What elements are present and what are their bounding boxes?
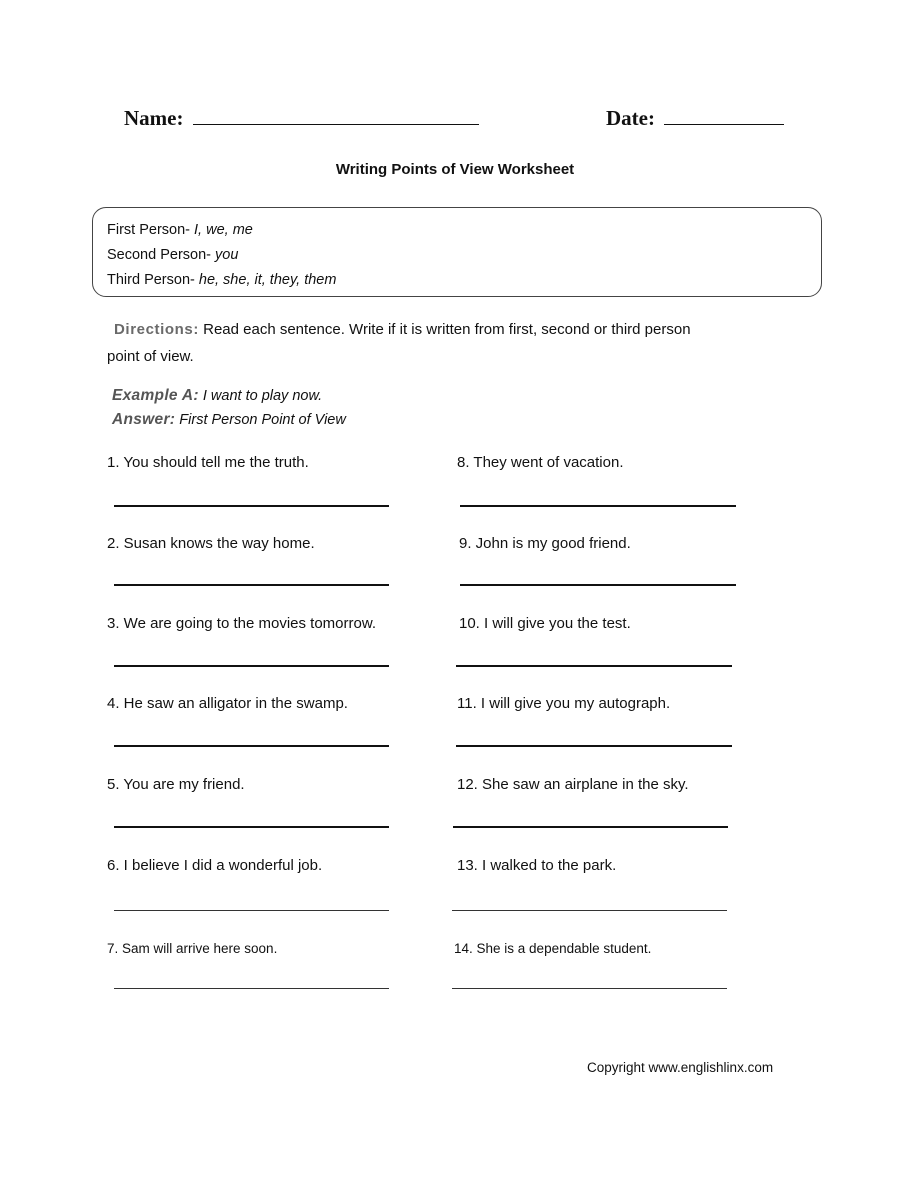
answer-blank-5[interactable]	[114, 826, 389, 828]
name-blank[interactable]	[193, 124, 479, 125]
answer-blank-12[interactable]	[453, 826, 728, 828]
directions-line-2: point of view.	[107, 348, 194, 365]
answer-blank-11[interactable]	[456, 745, 732, 747]
answer-blank-2[interactable]	[114, 584, 389, 586]
answer-blank-1[interactable]	[114, 505, 389, 507]
directions-label: Directions:	[114, 321, 199, 338]
date-field	[606, 106, 784, 131]
question-14: 14. She is a dependable student.	[454, 941, 652, 956]
answer-blank-3[interactable]	[114, 665, 389, 667]
question-3: 3. We are going to the movies tomorrow.	[107, 615, 377, 632]
question-10: 10. I will give you the test.	[459, 615, 631, 632]
copyright-notice: Copyright www.englishlinx.com	[587, 1060, 774, 1075]
answer-blank-6[interactable]	[114, 910, 389, 911]
third-person-label: Third Person-	[107, 272, 199, 288]
third-person-pronouns: he, she, it, they, them	[198, 272, 337, 288]
answer-blank-9[interactable]	[460, 584, 736, 586]
first-person-pronouns: I, we, me	[194, 222, 253, 238]
page-title: Writing Points of View Worksheet	[335, 161, 575, 178]
example-sentence: I want to play now.	[198, 388, 323, 404]
first-person-row	[107, 218, 821, 243]
answer-blank-10[interactable]	[456, 665, 732, 667]
question-11: 11. I will give you my autograph.	[457, 695, 671, 712]
date-blank[interactable]	[664, 124, 784, 125]
answer-blank-13[interactable]	[452, 910, 727, 911]
question-5: 5. You are my friend.	[107, 776, 245, 793]
name-label: Name:	[124, 106, 184, 130]
question-9: 9. John is my good friend.	[459, 535, 631, 552]
directions-text: Read each sentence. Write if it is written from first, second or third person	[198, 321, 691, 338]
question-12: 12. She saw an airplane in the sky.	[457, 776, 689, 793]
answer-blank-7[interactable]	[114, 988, 389, 989]
answer-blank-4[interactable]	[114, 745, 389, 747]
question-1: 1. You should tell me the truth.	[107, 454, 309, 471]
question-8: 8. They went of vacation.	[457, 454, 624, 471]
second-person-pronouns: you	[215, 247, 239, 263]
example-label: Example A:	[112, 387, 199, 404]
date-label: Date:	[606, 106, 655, 130]
question-13: 13. I walked to the park.	[457, 857, 617, 874]
third-person-row	[107, 268, 821, 293]
directions-line-1	[114, 321, 691, 339]
answer-blank-14[interactable]	[452, 988, 727, 989]
answer-label: Answer:	[112, 411, 176, 428]
answer-blank-8[interactable]	[460, 505, 736, 507]
pov-reference-box	[92, 207, 822, 297]
question-6: 6. I believe I did a wonderful job.	[107, 857, 323, 874]
second-person-label: Second Person-	[107, 247, 216, 263]
question-2: 2. Susan knows the way home.	[107, 535, 315, 552]
name-field	[124, 106, 479, 131]
example-line	[112, 387, 322, 405]
example-answer: First Person Point of View	[175, 412, 346, 428]
question-7: 7. Sam will arrive here soon.	[107, 941, 278, 956]
question-4: 4. He saw an alligator in the swamp.	[107, 695, 348, 712]
first-person-label: First Person-	[107, 222, 195, 238]
answer-line	[112, 411, 346, 429]
second-person-row	[107, 243, 821, 268]
